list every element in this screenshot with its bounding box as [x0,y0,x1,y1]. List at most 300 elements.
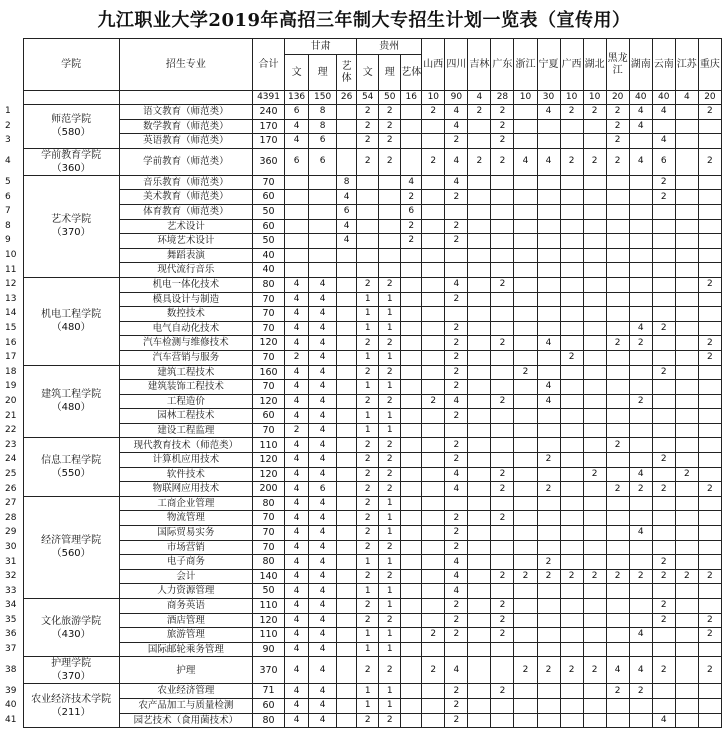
quota-cell: 4 [309,277,337,292]
table-row [4,438,722,453]
quota-cell [401,684,422,699]
quota-cell [675,365,698,380]
table-row [4,599,722,614]
quota-cell [401,119,422,134]
quota-cell: 2 [537,569,560,584]
row-index: 3 [4,134,23,149]
row-total: 110 [252,438,284,453]
quota-cell: 4 [445,657,468,684]
row-total: 160 [252,365,284,380]
quota-cell: 2 [514,657,537,684]
quota-cell: 4 [285,684,309,699]
quota-cell [422,713,445,728]
row-index: 35 [4,613,23,628]
major-name: 园艺技术（食用菌技术） [119,713,252,728]
quota-cell [514,105,537,120]
row-total: 70 [252,423,284,438]
quota-cell [652,307,675,322]
quota-cell [606,713,629,728]
row-index: 22 [4,423,23,438]
quota-cell [606,321,629,336]
quota-cell [401,599,422,614]
major-name: 计算机应用技术 [119,453,252,468]
quota-cell [583,698,606,713]
quota-cell [285,248,309,263]
quota-cell: 4 [285,713,309,728]
quota-cell: 4 [285,526,309,541]
quota-cell: 1 [379,350,401,365]
quota-cell: 2 [445,453,468,468]
quota-cell [401,365,422,380]
major-name: 护理 [119,657,252,684]
college-quota: （370） [51,671,91,683]
quota-cell [309,204,337,219]
quota-cell [422,496,445,511]
row-index: 4 [4,148,23,175]
quota-cell [698,190,721,205]
quota-cell: 4 [309,453,337,468]
quota-cell [652,292,675,307]
quota-cell [606,467,629,482]
quota-cell [514,307,537,322]
quota-cell: 4 [309,642,337,657]
quota-cell [560,540,583,555]
quota-cell: 2 [379,453,401,468]
quota-cell: 4 [629,105,652,120]
quota-cell [606,204,629,219]
quota-cell [468,423,491,438]
quota-cell [309,190,337,205]
totals-cell: 10 [583,91,606,105]
quota-cell [537,713,560,728]
quota-cell [309,248,337,263]
quota-cell [491,365,514,380]
page-title: 九江职业大学2019年高招三年制大专招生计划一览表（宣传用） [97,10,631,31]
quota-cell: 2 [560,657,583,684]
quota-cell [468,134,491,149]
row-index: 25 [4,467,23,482]
quota-cell: 2 [698,277,721,292]
quota-cell [675,119,698,134]
quota-cell [606,175,629,190]
quota-cell: 4 [309,350,337,365]
col-header-gansu: 甘肃 [285,39,357,55]
quota-cell: 4 [285,613,309,628]
row-total: 120 [252,467,284,482]
quota-cell: 2 [379,657,401,684]
quota-cell: 2 [422,394,445,409]
quota-cell [698,380,721,395]
row-total: 240 [252,105,284,120]
college-name: 学前教育学院 [41,149,102,161]
quota-cell [401,277,422,292]
row-total: 70 [252,307,284,322]
quota-cell [422,569,445,584]
quota-cell [560,698,583,713]
quota-cell [468,713,491,728]
quota-cell [606,555,629,570]
col-header-province: 四川 [445,39,468,91]
quota-cell [422,584,445,599]
row-total: 70 [252,175,284,190]
quota-cell [357,190,379,205]
quota-cell: 2 [379,713,401,728]
quota-cell: 1 [379,496,401,511]
major-name: 物流管理 [119,511,252,526]
quota-cell [698,307,721,322]
quota-cell: 2 [652,482,675,497]
quota-cell [560,248,583,263]
quota-cell [606,409,629,424]
quota-cell [468,190,491,205]
quota-cell [537,134,560,149]
quota-cell: 4 [629,657,652,684]
quota-cell: 2 [491,628,514,643]
quota-cell [675,698,698,713]
quota-cell: 4 [285,496,309,511]
quota-cell: 2 [357,496,379,511]
totals-cell: 20 [698,91,721,105]
quota-cell: 4 [285,134,309,149]
quota-cell: 2 [468,105,491,120]
table-body [4,105,722,728]
quota-cell: 4 [309,365,337,380]
quota-cell [337,511,357,526]
quota-cell [337,599,357,614]
quota-cell: 2 [445,219,468,234]
quota-cell: 2 [445,380,468,395]
quota-cell [337,394,357,409]
quota-cell [675,234,698,249]
quota-cell [675,148,698,175]
quota-cell: 2 [491,119,514,134]
college-name: 文化旅游学院 [41,615,102,627]
quota-cell [491,409,514,424]
quota-cell [583,540,606,555]
col-header-province: 宁夏 [537,39,560,91]
quota-cell [652,350,675,365]
quota-cell: 4 [285,698,309,713]
quota-cell [491,642,514,657]
col-header-guizhou: 贵州 [357,39,422,55]
col-header-guizhou-li: 理 [379,55,401,91]
quota-cell [629,713,652,728]
quota-cell [698,321,721,336]
quota-cell [583,526,606,541]
quota-cell [560,684,583,699]
quota-cell: 2 [357,453,379,468]
quota-cell: 4 [309,657,337,684]
quota-cell [337,555,357,570]
quota-cell [629,219,652,234]
quota-cell [401,526,422,541]
quota-cell: 2 [606,482,629,497]
quota-cell [337,698,357,713]
quota-cell [514,234,537,249]
quota-cell [560,599,583,614]
row-index: 14 [4,307,23,322]
quota-cell [652,277,675,292]
quota-cell: 4 [285,482,309,497]
quota-cell [698,526,721,541]
quota-cell [401,642,422,657]
quota-cell [514,613,537,628]
quota-cell: 6 [285,148,309,175]
quota-cell: 4 [309,599,337,614]
quota-cell: 2 [514,569,537,584]
quota-cell: 2 [698,628,721,643]
row-total: 50 [252,584,284,599]
quota-cell: 2 [379,482,401,497]
quota-cell [309,234,337,249]
quota-cell: 6 [401,204,422,219]
quota-cell: 2 [537,555,560,570]
col-header-gansu-wen: 文 [285,55,309,91]
quota-cell [401,148,422,175]
quota-cell: 2 [698,148,721,175]
quota-cell [675,336,698,351]
quota-cell [379,204,401,219]
quota-cell: 2 [491,684,514,699]
quota-cell: 4 [285,569,309,584]
quota-cell [491,453,514,468]
quota-cell [606,453,629,468]
quota-cell: 2 [468,148,491,175]
quota-cell [491,584,514,599]
quota-cell [468,496,491,511]
quota-cell: 4 [537,105,560,120]
quota-cell [514,511,537,526]
quota-cell [583,438,606,453]
quota-cell [560,713,583,728]
quota-cell [422,204,445,219]
quota-cell: 2 [491,394,514,409]
quota-cell: 2 [357,511,379,526]
quota-cell [422,292,445,307]
quota-cell [675,394,698,409]
index-header-blank [4,39,23,105]
quota-cell [629,263,652,278]
quota-cell [401,438,422,453]
quota-cell: 2 [491,277,514,292]
quota-cell [401,409,422,424]
totals-cell: 16 [401,91,422,105]
quota-cell: 2 [652,555,675,570]
row-index: 20 [4,394,23,409]
col-header-province: 吉林 [468,39,491,91]
quota-cell [337,148,357,175]
quota-cell: 2 [357,713,379,728]
quota-cell [629,380,652,395]
row-index: 29 [4,526,23,541]
quota-cell [285,263,309,278]
quota-cell [606,365,629,380]
quota-cell: 4 [309,526,337,541]
quota-cell: 4 [629,526,652,541]
quota-cell [422,336,445,351]
quota-cell [583,307,606,322]
quota-cell [514,277,537,292]
college-name: 师范学院 [51,114,92,126]
quota-cell: 2 [445,628,468,643]
quota-cell [652,234,675,249]
quota-cell: 2 [491,569,514,584]
quota-cell [468,511,491,526]
quota-cell [537,642,560,657]
quota-cell: 2 [675,467,698,482]
quota-cell [337,584,357,599]
totals-cell: 10 [560,91,583,105]
quota-cell: 4 [309,380,337,395]
major-name: 数学教育（师范类） [119,119,252,134]
row-total: 360 [252,148,284,175]
quota-cell [560,263,583,278]
quota-cell: 1 [379,526,401,541]
quota-cell [422,175,445,190]
college-cell [23,684,119,728]
major-name: 旅游管理 [119,628,252,643]
quota-cell [560,219,583,234]
quota-cell: 2 [445,234,468,249]
quota-cell [698,394,721,409]
quota-cell [560,496,583,511]
quota-cell [698,698,721,713]
quota-cell: 4 [537,394,560,409]
major-name: 建筑装饰工程技术 [119,380,252,395]
quota-cell [422,321,445,336]
quota-cell [422,599,445,614]
row-total: 120 [252,453,284,468]
quota-cell [675,613,698,628]
major-name: 市场营销 [119,540,252,555]
quota-cell: 4 [445,394,468,409]
quota-cell [583,365,606,380]
quota-cell [629,234,652,249]
quota-cell: 1 [379,321,401,336]
quota-cell: 1 [357,642,379,657]
college-name: 信息工程学院 [41,455,102,467]
quota-cell [629,698,652,713]
row-index: 41 [4,713,23,728]
quota-cell [491,204,514,219]
quota-cell: 2 [606,134,629,149]
college-cell [23,496,119,598]
college-name: 艺术学院 [51,214,92,226]
quota-cell [675,657,698,684]
quota-cell: 2 [698,569,721,584]
quota-cell [337,540,357,555]
quota-cell [337,277,357,292]
major-name: 国际贸易实务 [119,526,252,541]
quota-cell [401,467,422,482]
quota-cell [606,380,629,395]
quota-cell [514,628,537,643]
quota-cell [468,380,491,395]
quota-cell [652,248,675,263]
quota-cell: 2 [445,134,468,149]
quota-cell [514,394,537,409]
quota-cell: 1 [357,584,379,599]
quota-cell [560,175,583,190]
quota-cell: 1 [379,307,401,322]
quota-cell: 6 [309,482,337,497]
row-index: 31 [4,555,23,570]
quota-cell [698,496,721,511]
quota-cell [491,540,514,555]
college-name: 农业经济技术学院（211） [31,693,112,718]
quota-cell: 1 [357,292,379,307]
quota-cell [337,438,357,453]
major-name: 国际邮轮乘务管理 [119,642,252,657]
quota-cell [675,526,698,541]
totals-cell: 4 [468,91,491,105]
table-row [4,684,722,699]
quota-cell [337,496,357,511]
quota-cell: 4 [309,555,337,570]
quota-cell [514,642,537,657]
quota-cell [337,134,357,149]
quota-cell [401,698,422,713]
quota-cell [537,511,560,526]
quota-cell: 4 [629,148,652,175]
row-index: 36 [4,628,23,643]
quota-cell [422,365,445,380]
col-header-province: 湖南 [629,39,652,91]
quota-cell: 2 [379,540,401,555]
totals-cell: 10 [514,91,537,105]
quota-cell: 4 [309,540,337,555]
quota-cell [606,423,629,438]
quota-cell [583,613,606,628]
quota-cell [337,307,357,322]
row-index: 12 [4,277,23,292]
quota-cell [652,263,675,278]
college-quota: （550） [51,468,91,480]
quota-cell [379,248,401,263]
quota-cell [560,613,583,628]
quota-cell [514,190,537,205]
quota-cell: 4 [285,657,309,684]
quota-cell: 4 [285,438,309,453]
quota-cell [491,248,514,263]
quota-cell: 1 [357,409,379,424]
quota-cell: 2 [652,175,675,190]
quota-cell: 2 [652,321,675,336]
quota-cell [675,642,698,657]
quota-cell: 4 [337,219,357,234]
quota-cell: 2 [445,438,468,453]
quota-cell [698,713,721,728]
quota-cell [422,350,445,365]
totals-cell: 40 [629,91,652,105]
quota-cell [337,423,357,438]
quota-cell [401,613,422,628]
quota-cell [675,307,698,322]
quota-cell [422,555,445,570]
quota-cell: 2 [357,119,379,134]
quota-cell [337,628,357,643]
quota-cell: 2 [401,234,422,249]
quota-cell [468,307,491,322]
table-row [4,148,722,175]
quota-cell [560,555,583,570]
quota-cell [606,584,629,599]
row-total: 80 [252,713,284,728]
quota-cell [698,599,721,614]
quota-cell [468,119,491,134]
quota-cell: 2 [357,599,379,614]
quota-cell: 2 [514,365,537,380]
